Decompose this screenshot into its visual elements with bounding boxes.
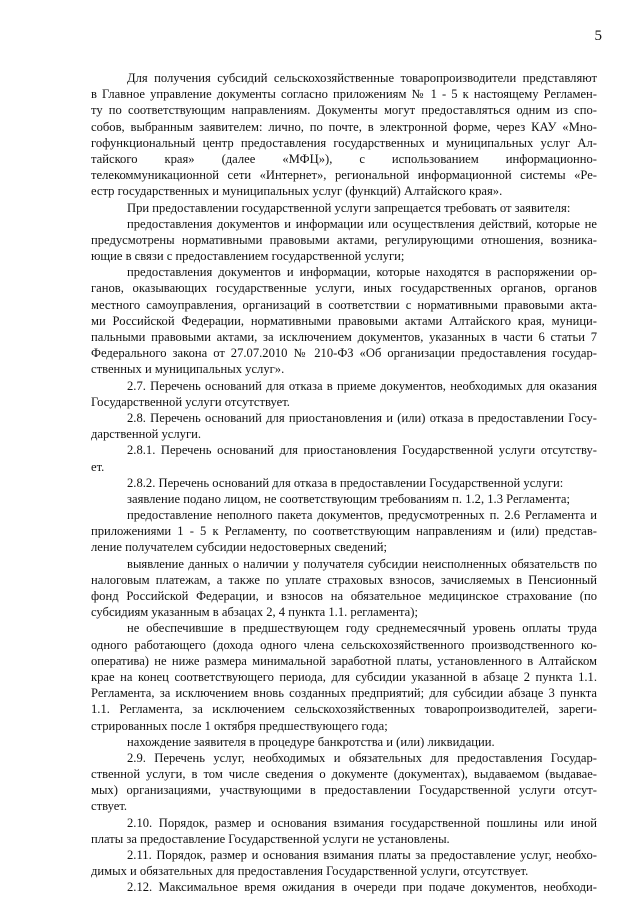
text-line: 2.9. Перечень услуг, необходимых и обязательных для предоставления Государ-	[127, 750, 597, 765]
text-line: налоговым платежам, а также по уплате страховых взносов, зачисляемых в Пенсионный	[91, 572, 597, 587]
text-line: 2.8.2. Перечень оснований для отказа в предоставлении Государственной услуги:	[127, 475, 564, 490]
text-line: Федерального закона от 27.07.2010 № 210-ФЗ «Об организации предоставления государ-	[91, 346, 597, 361]
text-line: 2.8.1. Перечень оснований для приостановления Государственной услуги отсутству-	[127, 443, 597, 458]
text-line: 2.8. Перечень оснований для приостановления и (или) отказа в предоставлении Госу-	[127, 410, 597, 425]
text-line: При предоставлении государственной услуги запрещается требовать от заявителя:	[127, 200, 571, 215]
text-line: димых и обязательных для предоставления Государственной услуги, отсутствует.	[91, 864, 529, 879]
text-line: 2.12. Максимальное время ожидания в очереди при подаче документов, необходи-	[127, 880, 597, 895]
text-line: пальными правовыми актами, за исключением документов, указанных в части 6 статьи 7	[91, 330, 597, 344]
text-line: одного работающего (дохода одного члена сельскохозяйственного производственного ко-	[91, 637, 597, 652]
text-line: не обеспечившие в предшествующем году среднемесячный уровень оплаты труда	[127, 621, 597, 636]
text-line: в Главное управление документы согласно приложениям № 1 - 5 к настоящему Регламен-	[91, 87, 597, 102]
page-number: 5	[594, 28, 602, 44]
text-line: оператива) не ниже размера минимальной заработной платы, установленного в Алтайском	[91, 653, 597, 668]
text-line: Регламента, за исключением вновь созданных предприятий; для субсидии абзаце 3 пункта	[91, 686, 597, 701]
text-line: платы за предоставление Государственной услуги не установлены.	[91, 831, 450, 846]
text-line: 2.11. Порядок, размер и основания взимания платы за предоставление услуг, необхо-	[127, 848, 597, 862]
text-line: дарственной услуги.	[91, 427, 202, 442]
text-line: крае на конец соответствующего периода, для субсидии указанной в абзаце 2 пункта 1.1.	[91, 669, 597, 684]
text-line: субсидиям указанным в абзацах 2, 4 пункта 1.1. регламента);	[91, 605, 418, 620]
text-line: ственной услуги, в том числе сведения о документе (документах), выдаваемом (выдавае-	[91, 767, 597, 782]
text-line: 2.10. Порядок, размер и основания взимания государственной пошлины или иной	[127, 815, 597, 830]
text-line: выявление данных о наличии у получателя субсидии неисполненных обязательств по	[127, 556, 597, 571]
text-line: 1.1. Регламента, за исключением сельскохозяйственных товаропроизводителей, зареги-	[91, 702, 597, 717]
text-line: ление получателем субсидии недостоверных сведений;	[91, 540, 387, 555]
text-line: ту по соответствующим направлениям. Документы могут предоставляться одним из спо-	[91, 103, 597, 118]
text-line: заявление подано лицом, не соответствующим требованиям п. 1.2, 1.3 Регламента;	[127, 491, 571, 506]
text-line: тайского края» (далее «МФЦ»), с использованием информационно-	[91, 151, 597, 166]
text-line: фонд Российской Федерации, и взносов на обязательное медицинское страхование (по	[91, 589, 597, 603]
text-line: приложениями 1 - 5 к Регламенту, по соответствующим направлениям и (или) представ-	[91, 524, 597, 539]
text-line: местного самоуправления, организаций в соответствии с нормативными правовыми акта-	[91, 297, 597, 312]
text-line: телекоммуникационной сети «Интернет», региональной информационной системы «Ре-	[91, 168, 597, 183]
text-line: предоставления документов и информации, которые находятся в распоряжении ор-	[127, 265, 597, 280]
text-line: предоставления документов и информации или осуществления действий, которые не	[127, 216, 597, 231]
text-line: ет.	[91, 459, 105, 474]
text-line: ющие в связи с предоставлением государственной услуги;	[91, 249, 405, 264]
text-line: предусмотрены нормативными правовыми актами, регулирующими отношения, возника-	[91, 232, 597, 247]
text-line: ганов, оказывающих государственные услуги, иных государственных органов, органов	[91, 281, 597, 296]
text-line: 2.7. Перечень оснований для отказа в приеме документов, необходимых для оказания	[127, 378, 597, 393]
text-line: собов, выбранным заявителем: лично, по почте, в электронной форме, через КАУ «Мно-	[91, 119, 597, 134]
text-line: Для получения субсидий сельскохозяйственные товаропроизводители представляют	[127, 71, 597, 85]
text-line: ственных и муниципальных услуг».	[91, 362, 285, 377]
text-line: ми Российской Федерации, нормативными правовыми актами Алтайского края, муници-	[91, 313, 597, 328]
text-line: ствует.	[91, 799, 128, 814]
document-body	[91, 70, 597, 896]
text-line: нахождение заявителя в процедуре банкротства и (или) ликвидации.	[127, 734, 495, 749]
text-line: гофункциональный центр предоставления государственных и муниципальных услуг Ал-	[91, 135, 597, 150]
text-line: предоставление неполного пакета документов, предусмотренных п. 2.6 Регламента и	[127, 508, 597, 523]
text-line: Государственной услуги отсутствует.	[91, 394, 290, 409]
text-line: естр государственных и муниципальных услуг (функций) Алтайского края».	[91, 184, 503, 199]
text-line: стрированных после 1 октября предшествующего года;	[91, 718, 388, 733]
text-line: мых) организациями, участвующими в предоставлении Государственной услуги отсут-	[91, 783, 597, 798]
